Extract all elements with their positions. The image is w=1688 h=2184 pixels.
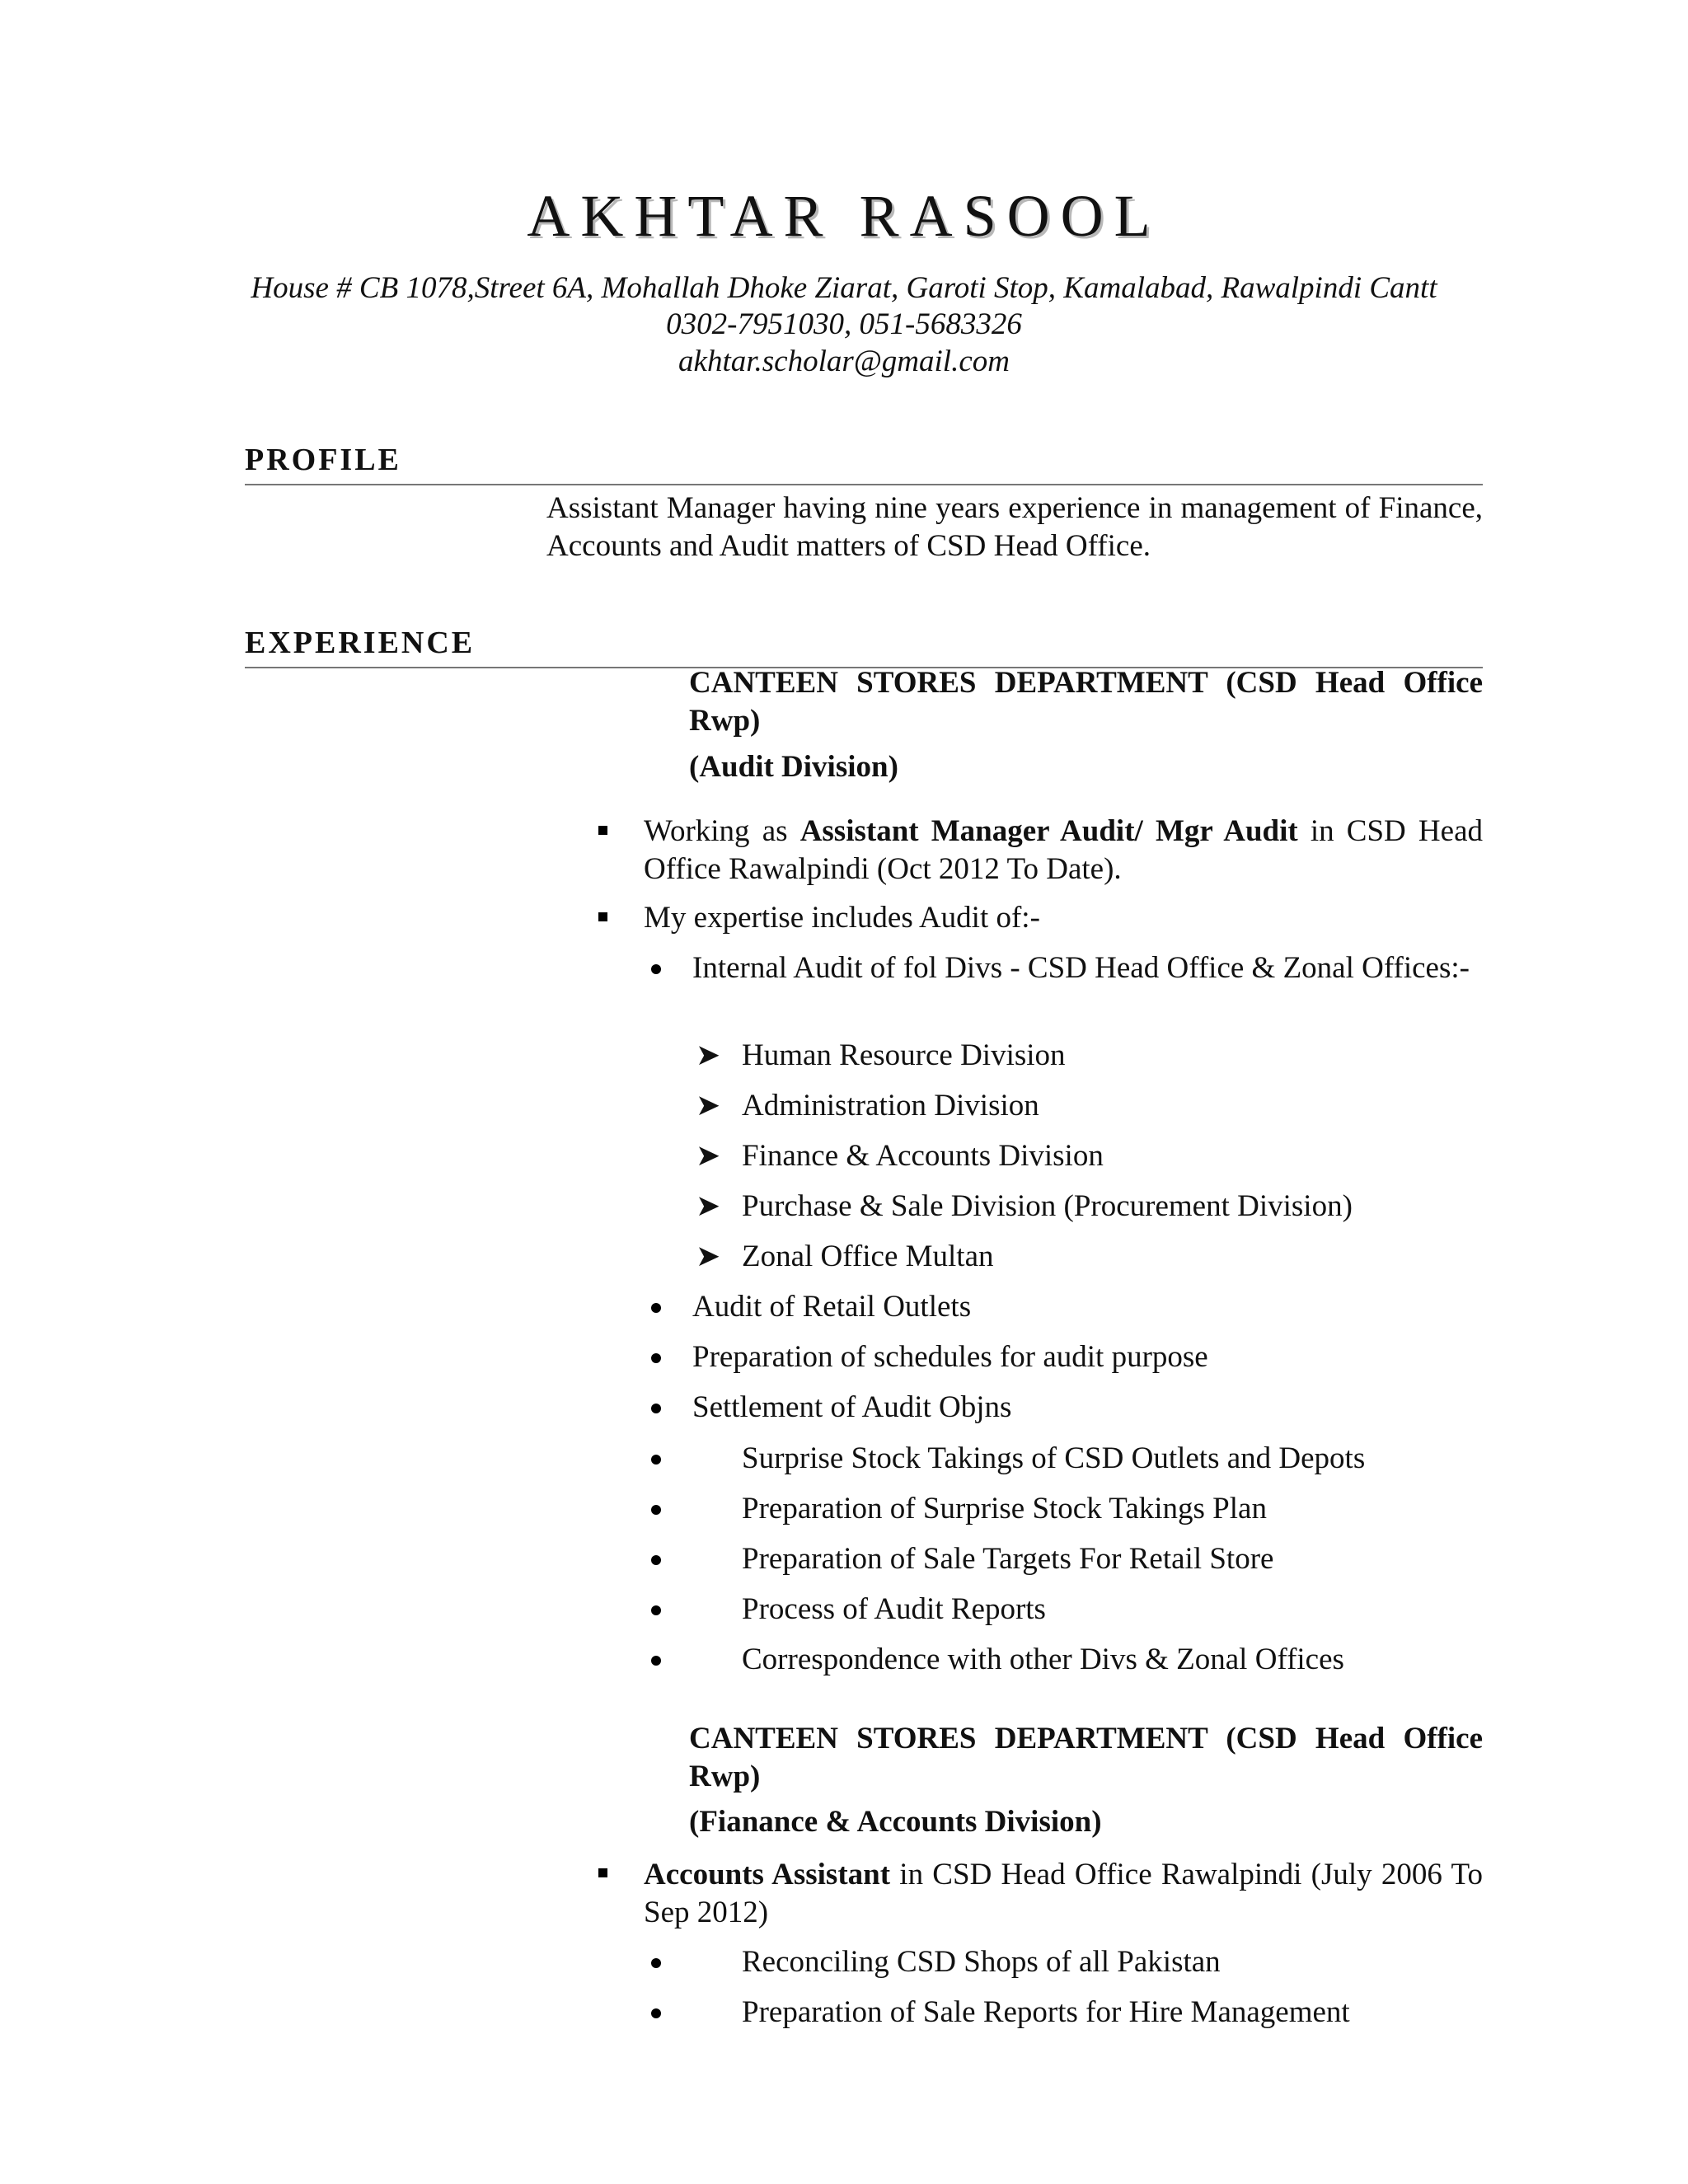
round-bullet-icon [651, 1404, 661, 1413]
job1-expertise: My expertise includes Audit of:- [644, 901, 1040, 935]
candidate-name: AKHTAR RASOOL [527, 183, 1161, 249]
division-item: Administration Division [742, 1089, 1039, 1122]
round-bullet-icon [651, 964, 661, 974]
email[interactable]: akhtar.scholar@gmail.com [678, 344, 1010, 378]
phone-numbers: 0302-7951030, 051-5683326 [666, 307, 1022, 341]
experience-heading: EXPERIENCE [245, 627, 1483, 668]
address: House # CB 1078,Street 6A, Mohallah Dhoke Ziarat, Garoti Stop, Kamalabad, Rawalpindi Cantt [251, 271, 1437, 305]
division-item: Human Resource Division [742, 1038, 1066, 1072]
job1-indented-item: Correspondence with other Divs & Zonal Offices [742, 1643, 1344, 1676]
job1-item: Settlement of Audit Objns [692, 1390, 1012, 1424]
job1-item: Preparation of schedules for audit purpose [692, 1340, 1208, 1374]
round-bullet-icon [651, 1303, 661, 1313]
job1-indented-item: Preparation of Surprise Stock Takings Plan [742, 1492, 1267, 1526]
job1-role-prefix: Working as [644, 814, 800, 848]
job1-company: CANTEEN STORES DEPARTMENT (CSD Head Office Rwp) [689, 666, 1483, 738]
job1-indented-item: Surprise Stock Takings of CSD Outlets and Depots [742, 1441, 1366, 1475]
division-item: Zonal Office Multan [742, 1240, 994, 1273]
job2-indented-item: Preparation of Sale Reports for Hire Management [742, 1995, 1350, 2029]
round-bullet-icon [651, 1605, 661, 1615]
division-item: Finance & Accounts Division [742, 1139, 1104, 1173]
job2-company: CANTEEN STORES DEPARTMENT (CSD Head Office Rwp) [689, 1722, 1483, 1793]
arrow-bullet-icon: ➤ [696, 1038, 721, 1071]
job1-division: (Audit Division) [689, 750, 898, 784]
round-bullet-icon [651, 1656, 661, 1666]
square-bullet-icon [598, 826, 607, 835]
job2-role-title: Accounts Assistant [644, 1858, 891, 1891]
arrow-bullet-icon: ➤ [696, 1240, 721, 1272]
job2-role [644, 1856, 1483, 1932]
profile-heading: PROFILE [245, 444, 1483, 485]
job1-item: Audit of Retail Outlets [692, 1290, 972, 1324]
profile-text: Assistant Manager having nine years experience in management of Finance, Accounts and Audit matters of CSD Head Office. [546, 491, 1483, 563]
job2-division: (Fianance & Accounts Division) [689, 1805, 1102, 1839]
round-bullet-icon [651, 1505, 661, 1515]
round-bullet-icon [651, 1455, 661, 1465]
job1-role-suffix: in CSD Head Office Rawalpindi (Oct 2012 To Date). [644, 814, 1483, 886]
arrow-bullet-icon: ➤ [696, 1139, 721, 1172]
division-item: Purchase & Sale Division (Procurement Division) [742, 1189, 1353, 1223]
job1-role [644, 813, 1483, 888]
round-bullet-icon [651, 1353, 661, 1363]
arrow-bullet-icon: ➤ [696, 1089, 721, 1122]
job2-indented-item: Reconciling CSD Shops of all Pakistan [742, 1945, 1221, 1979]
job1-internal-audit: Internal Audit of fol Divs - CSD Head Office & Zonal Offices:- [692, 951, 1470, 985]
job2-role-suffix: in CSD Head Office Rawalpindi (July 2006 To Sep 2012) [644, 1858, 1483, 1929]
job1-indented-item: Preparation of Sale Targets For Retail Store [742, 1542, 1274, 1576]
round-bullet-icon [651, 1958, 661, 1968]
job1-indented-item: Process of Audit Reports [742, 1592, 1046, 1626]
job1-role-title: Assistant Manager Audit/ Mgr Audit [799, 814, 1298, 848]
square-bullet-icon [598, 1868, 607, 1877]
square-bullet-icon [598, 912, 607, 921]
arrow-bullet-icon: ➤ [696, 1189, 721, 1222]
round-bullet-icon [651, 2008, 661, 2018]
round-bullet-icon [651, 1555, 661, 1565]
